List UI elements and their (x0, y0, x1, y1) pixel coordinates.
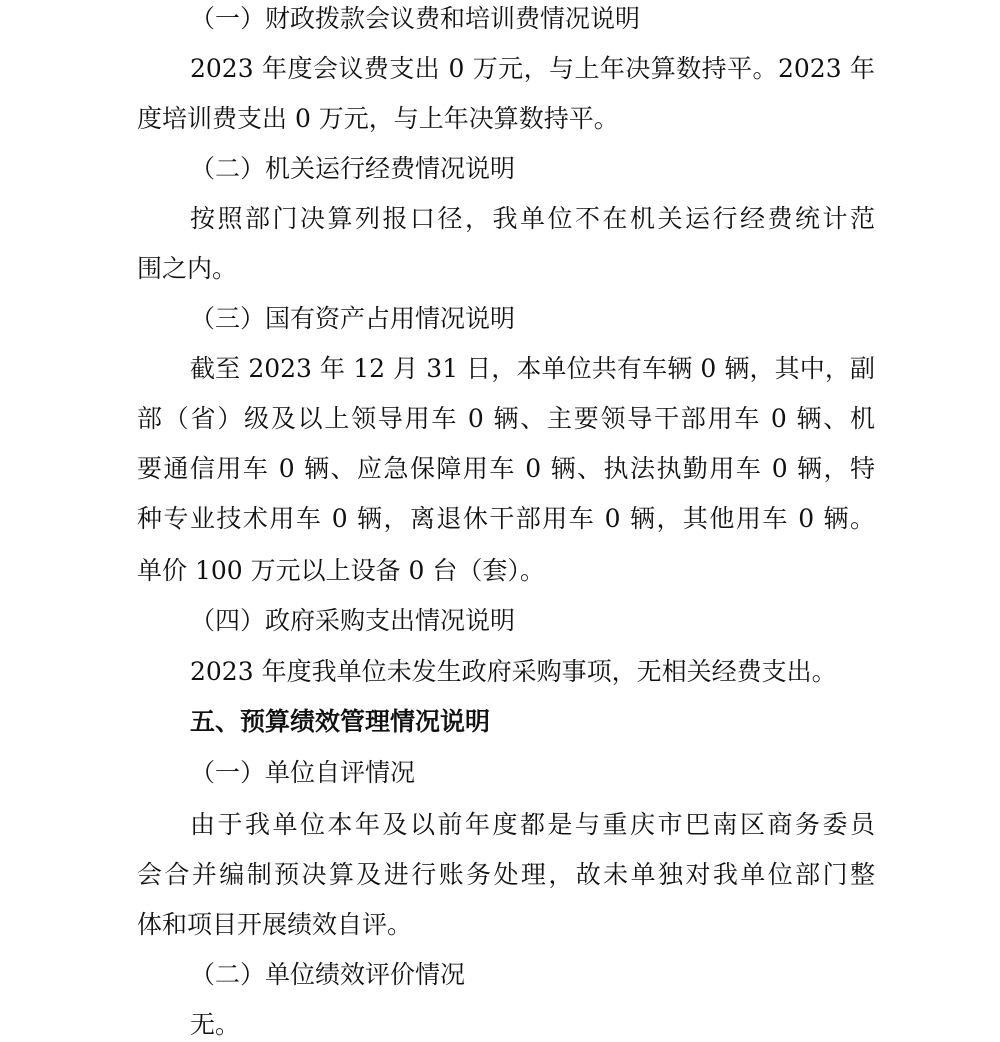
subsection-heading-performance-evaluation: （二）单位绩效评价情况 (190, 960, 466, 989)
paragraph-line: 单价 100 万元以上设备 0 台（套）。 (137, 556, 545, 585)
paragraph-line: 截至 2023 年 12 月 31 日，本单位共有车辆 0 辆，其中，副 (190, 354, 875, 383)
paragraph-line: 度培训费支出 0 万元，与上年决算数持平。 (137, 104, 619, 133)
paragraph-line: 由于我单位本年及以前年度都是与重庆市巴南区商务委员 (190, 810, 875, 839)
paragraph-line: 围之内。 (137, 254, 238, 283)
paragraph-line: 会合并编制预决算及进行账务处理，故未单独对我单位部门整 (137, 860, 875, 889)
paragraph-line: 种专业技术用车 0 辆，离退休干部用车 0 辆，其他用车 0 辆。 (137, 504, 875, 533)
subsection-heading-procurement: （四）政府采购支出情况说明 (190, 606, 516, 635)
subsection-heading-meeting-training-fees: （一）财政拨款会议费和培训费情况说明 (190, 4, 641, 33)
subsection-heading-operating-expenses: （二）机关运行经费情况说明 (190, 154, 516, 183)
paragraph-line: 2023 年度我单位未发生政府采购事项，无相关经费支出。 (190, 657, 837, 686)
subsection-heading-state-assets: （三）国有资产占用情况说明 (190, 304, 516, 333)
paragraph-line: 部（省）级及以上领导用车 0 辆、主要领导干部用车 0 辆、机 (137, 404, 875, 433)
subsection-heading-self-evaluation: （一）单位自评情况 (190, 758, 416, 787)
section-heading-performance: 五、预算绩效管理情况说明 (190, 707, 491, 736)
paragraph-line: 2023 年度会议费支出 0 万元，与上年决算数持平。2023 年 (190, 54, 875, 83)
paragraph-line: 要通信用车 0 辆、应急保障用车 0 辆、执法执勤用车 0 辆，特 (137, 454, 875, 483)
paragraph-line: 体和项目开展绩效自评。 (137, 910, 413, 939)
paragraph-line: 无。 (190, 1010, 241, 1039)
paragraph-line: 按照部门决算列报口径，我单位不在机关运行经费统计范 (190, 204, 875, 233)
